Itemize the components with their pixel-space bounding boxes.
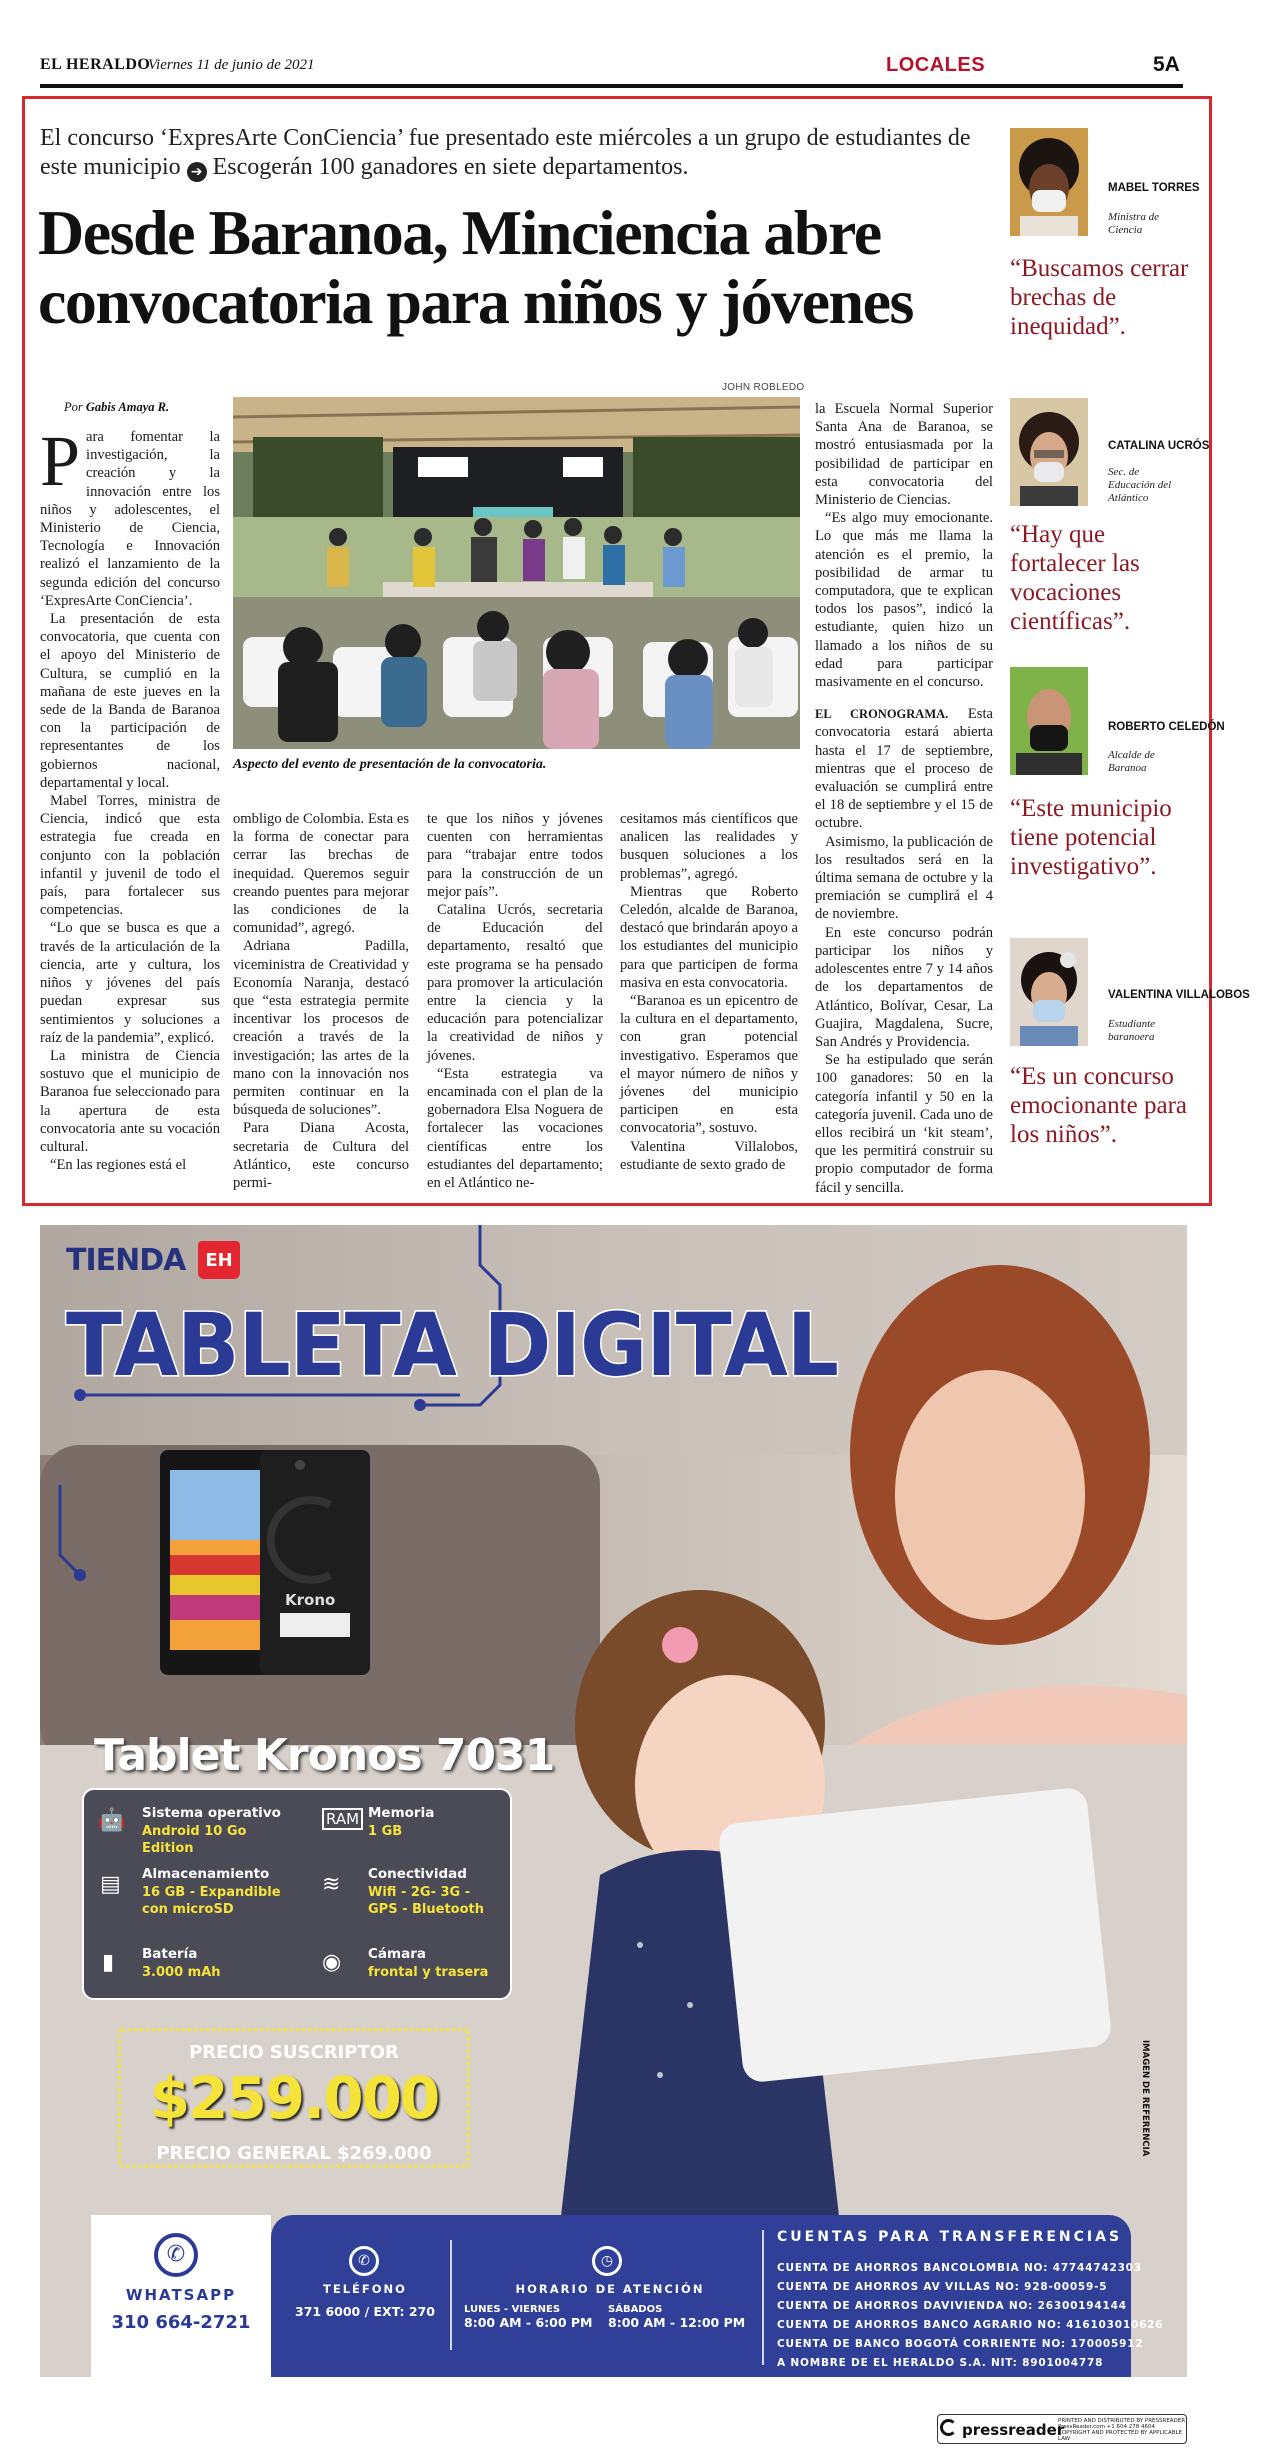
pressreader-icon [940,2419,957,2436]
spec-value: Android 10 Go Edition [142,1824,247,1856]
kicker-text: El concurso ‘ExpresArte ConCiencia’ fue presentado este miércoles a un grupo de estudiantes de este municipio [40,125,971,180]
general-price: PRECIO GENERAL $269.000 [156,2143,432,2164]
column-paragraph: “En las regiones está el [50,1157,187,1174]
column-paragraph [40,421,220,610]
saturday-hours: 8:00 AM - 12:00 PM [608,2315,746,2330]
whatsapp-label: WHATSAPP [125,2286,237,2304]
header-rule [40,84,1183,88]
page-number: 5A [1153,53,1180,76]
sidebar-role-4: Estudiante baranoera [1108,1018,1156,1043]
battery-icon: ▮ [102,1950,115,1975]
section-name: LOCALES [886,54,986,76]
portrait-valentina-villalobos [1010,938,1088,1046]
column-paragraph: “Es algo muy emocionante. Lo que más me llama la atención es el premio, la posibilidad de armar tu computadora, que te explican todos los pasos”, indicó la estudiante, quien hizo un llamado a los niños de su edad para participar masivamente en el concurso. [815,510,993,691]
hours-label: HORARIO DE ATENCIÓN [515,2282,705,2296]
article-column-4 [620,810,798,1174]
spec-value: Wifi - 2G- 3G - GPS - Bluetooth [368,1885,484,1917]
article-column-3 [427,810,603,1192]
column-paragraph: Asimismo, la publicación de los resultados será en la última semana de octubre y la premiación se cumplirá el 4 de noviembre. [815,833,993,923]
event-photo [233,397,800,749]
saturday-label: SÁBADOS [608,2304,663,2315]
column-paragraph: Se ha estipulado que serán 100 ganadores: 50 en la categoría infantil y 50 en la categoría juvenil. Cada uno de ellos recibirá un ‘kit steam’, que les permitirá construir su propio computador de forma fácil y sencilla. [815,1052,993,1196]
ad-title: TABLETA DIGITAL [66,1296,839,1396]
weekday-label: LUNES - VIERNES [464,2304,561,2315]
subscriber-price: $259.000 [149,2064,439,2132]
article-column-2 [233,810,409,1192]
whatsapp-number[interactable]: 310 664-2721 [111,2312,251,2333]
byline [64,400,169,415]
column-paragraph: La presentación de esta convocatoria, que cuenta con el apoyo del Ministerio de Cultura, se cumplió en la mañana de este jueves en la sede de la Banda de Baranoa con la participación de representantes de los gobiernos nacional, departamental y local. [40,611,220,791]
newspaper-name: EL HERALDO [40,56,151,73]
arrow-right-icon: ➔ [187,162,207,182]
android-icon: 🤖 [98,1808,126,1833]
portrait-catalina-ucros [1010,398,1088,506]
spec-value: 1 GB [368,1824,403,1839]
pressreader-note: PRINTED AND DISTRIBUTED BY PRESSREADER PressReader.com +1 604 278 4604 COPYRIGHT AND PROTECTED BY APPLICABLE LAW [1058,2418,1186,2442]
sidebar-name-4: VALENTINA VILLALOBOS [1108,989,1250,1001]
kicker-tail: Escogerán 100 ganadores en siete departamentos. [212,154,689,180]
article-column-5 [815,400,993,1197]
sidebar-quote-4: “Es un concurso emocionante para los niños”. [1010,1063,1187,1148]
clock-icon: ◷ [592,2246,622,2276]
column-paragraph: “Esta estrategia va encaminada con el plan de la gobernadora Elsa Noguera de fortalecer las vocaciones científicas entre los estudiantes del departamento; en el Atlántico ne- [427,1065,603,1192]
spec-label: Sistema operativo [142,1805,281,1821]
spec-value: 16 GB - Expandible con microSD [142,1885,281,1917]
column-paragraph: “Lo que se busca es que a través de la articulación de la ciencia, arte y cultura, los niños y jóvenes del país puedan expresar sus sentimientos y soluciones a raíz de la pandemia”, explicó. [40,920,220,1046]
column-paragraph: Valentina Villalobos, estudiante de sexto grado de [620,1138,798,1173]
sidebar-role-2: Sec. de Educación del Atlántico [1108,466,1172,504]
column-paragraph: La ministra de Ciencia sostuvo que el municipio de Baranoa fue seleccionado para la apertura de esta convocatoria ante su vocación cultural. [40,1047,220,1155]
subhead-cronograma: EL CRONOGRAMA. [815,707,949,722]
camera-icon: ◉ [322,1950,342,1975]
spec-value: 3.000 mAh [142,1965,221,1980]
column-paragraph: Mientras que Roberto Celedón, alcalde de Baranoa, destacó que brindarán apoyo a los estudiantes del municipio para que participen de forma masiva en esta convocatoria. [620,883,798,991]
spec-label: Batería [142,1946,198,1962]
pressreader-logo: pressreader [962,2421,1065,2439]
sidebar-role-1: Ministra de Ciencia [1108,211,1160,236]
bank-account: A NOMBRE DE EL HERALDO S.A. NIT: 8901004778 [777,2357,1104,2369]
column-paragraph: Mabel Torres, ministra de Ciencia, indicó que esta estrategia fue creada en conjunto con la población infantil y juvenil de todo el país, para fortalecer sus competencias. [40,793,220,919]
column-text: Esta convocatoria estará abierta hasta el 17 de septiembre, mientras que el proceso de evaluación se cumplirá entre el 18 de septiembre y el 15 de octubre. [815,706,993,832]
sidebar-quote-2: “Hay que fortalecer las vocaciones científicas”. [1010,521,1140,635]
image-reference-note: IMAGEN DE REFERENCIA [1140,2040,1150,2157]
ram-icon: RAM [322,1808,363,1830]
store-label: TIENDA [66,1243,186,1278]
photo-caption: Aspecto del evento de presentación de la convocatoria. [233,757,547,772]
spec-label: Conectividad [368,1866,467,1882]
spec-label: Memoria [368,1805,435,1821]
column-paragraph: cesitamos más científicos que analicen las realidades y busquen soluciones a los problemas”, agregó. [620,811,798,882]
bank-account: CUENTA DE AHORROS DAVIVIENDA NO: 26300194144 [777,2300,1127,2312]
wifi-icon: ≋ [322,1872,341,1897]
device-brand: Krono [285,1591,336,1609]
photo-credit: JOHN ROBLEDO [722,382,805,393]
sidebar-role-3: Alcalde de Baranoa [1108,749,1155,774]
portrait-mabel-torres [1010,128,1088,236]
column-paragraph: ombligo de Colombia. Esta es la forma de conectar para cerrar las brechas de inequidad. Queremos seguir creando puentes para mejorar las condiciones de la comunidad”, agregó. [233,811,409,937]
column-paragraph: “Baranoa es un epicentro de la cultura en el departamento, con gran potencial investigativo. Esperamos que el mayor número de niños y jóvenes del municipio participen en esta convocatoria”, sostuvo. [620,993,798,1137]
bank-account: CUENTA DE AHORROS BANCOLOMBIA NO: 47744742303 [777,2262,1142,2274]
sidebar-quote-3: “Este municipio tiene potencial investigativo”. [1010,795,1172,880]
byline-prefix: Por [64,400,83,414]
byline-author: Gabis Amaya R. [85,400,170,414]
bar-divider [762,2230,764,2365]
sidebar-name-2: CATALINA UCRÓS [1108,440,1210,452]
subscriber-price-label: PRECIO SUSCRIPTOR [189,2042,399,2063]
sidebar-name-3: ROBERTO CELEDÓN [1108,721,1225,733]
bank-account: CUENTA DE AHORROS BANCO AGRARIO NO: 416103010626 [777,2319,1164,2331]
whatsapp-icon: ✆ [154,2233,198,2277]
article-headline: Desde Baranoa, Minciencia abre convocatoria para niños y jóvenes [38,197,913,337]
article-kicker [40,124,1000,182]
column-text: ara fomentar la investigación, la creación y la innovación entre los niños y adolescentes, el Ministerio de Ciencia, Tecnología e Innovación realizó el lanzamiento de la segunda edición del concurso ‘ExpresArte ConCiencia’. [40,429,220,609]
phone-icon: ✆ [349,2246,379,2276]
column-paragraph [815,705,993,832]
column-paragraph: te que los niños y jóvenes cuenten con herramientas para “trabajar entre todos para la construcción de un mejor país”. [427,811,603,900]
product-name: Tablet Kronos 7031 [94,1730,555,1781]
bank-account: CUENTA DE BANCO BOGOTÁ CORRIENTE NO: 170005912 [777,2338,1144,2350]
phone-number[interactable]: 371 6000 / EXT: 270 [295,2304,435,2319]
bank-account: CUENTA DE AHORROS AV VILLAS NO: 928-00059-5 [777,2281,1108,2293]
portrait-roberto-celedon [1010,667,1088,775]
eh-bag-icon: EH [198,1241,240,1279]
transfers-title: CUENTAS PARA TRANSFERENCIAS [777,2229,1123,2245]
bar-divider [450,2240,452,2350]
sd-card-icon: ▤ [100,1872,121,1897]
issue-date: Viernes 11 de junio de 2021 [148,57,315,73]
weekday-hours: 8:00 AM - 6:00 PM [464,2315,593,2330]
sidebar-quote-1: “Buscamos cerrar brechas de inequidad”. [1010,255,1189,340]
sidebar-name-1: MABEL TORRES [1108,182,1200,194]
article-column-1 [40,421,220,1174]
spec-value: frontal y trasera [368,1965,489,1980]
spec-label: Almacenamiento [142,1866,270,1882]
drop-cap: P [40,421,81,501]
column-paragraph: Adriana Padilla, viceministra de Creatividad y Economía Naranja, destacó que “esta estrategia permite incentivar los procesos de creación a través de la investigación; las artes de la mano con la innovación nos permiten continuar en la búsqueda de soluciones”. [233,938,409,1119]
column-paragraph: Para Diana Acosta, secretaria de Cultura del Atlántico, este concurso permi- [233,1120,409,1192]
spec-label: Cámara [368,1946,426,1962]
column-paragraph: Catalina Ucrós, secretaria de Educación del departamento, resaltó que este programa se ha pensado para promover la articulación entre la ciencia y la educación para potencializar la creatividad de niños y jóvenes. [427,902,603,1064]
column-paragraph: la Escuela Normal Superior Santa Ana de Baranoa, se mostró entusiasmada por la posibilidad de participar en esta convocatoria del Ministerio de Ciencias. [815,401,993,509]
column-paragraph: En este concurso podrán participar los niños y adolescentes entre 7 y 14 años de los departamentos de Atlántico, Bolívar, Cesar, La Guajira, Magdalena, Sucre, San Andrés y Providencia. [815,924,993,1050]
phone-label: TELÉFONO [323,2282,407,2296]
